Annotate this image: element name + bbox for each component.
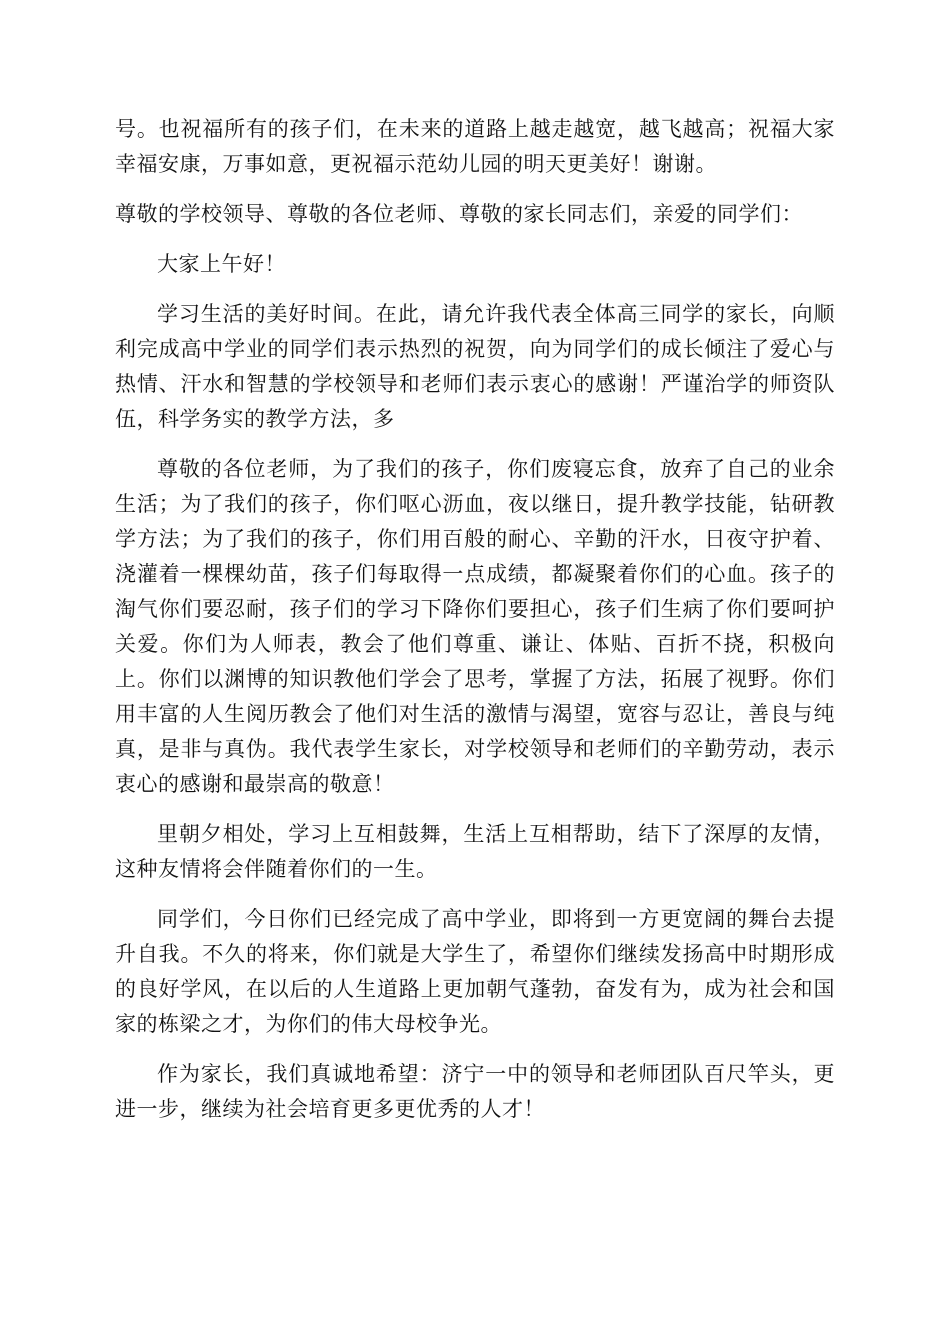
- paragraph-students-hope: 同学们，今日你们已经完成了高中学业，即将到一方更宽阔的舞台去提升自我。不久的将来，你们就是大学生了，希望你们继续发扬高中时期形成的良好学风，在以后的人生道路上更加朝气蓬勃，奋发有为，成为社会和国家的栋梁之才，为你们的伟大母校争光。: [115, 907, 835, 1036]
- document-body: [115, 112, 835, 1142]
- paragraph-teachers-thanks: 尊敬的各位老师，为了我们的孩子，你们废寝忘食，放弃了自己的业余生活；为了我们的孩子，你们呕心沥血，夜以继日，提升教学技能，钻研教学方法；为了我们的孩子，你们用百般的耐心、辛勤的汗水，日夜守护着、浇灌着一棵棵幼苗，孩子们每取得一点成绩，都凝聚着你们的心血。孩子的淘气你们要忍耐，孩子们的学习下降你们要担心，孩子们生病了你们要呵护关爱。你们为人师表，教会了他们尊重、谦让、体贴、百折不挠，积极向上。你们以渊博的知识教他们学会了思考，掌握了方法，拓展了视野。你们用丰富的人生阅历教会了他们对生活的激情与渴望，宽容与忍让，善良与纯真，是非与真伪。我代表学生家长，对学校领导和老师们的辛勤劳动，表示衷心的感谢和最崇高的敬意！: [115, 457, 835, 796]
- paragraph-congratulation: 学习生活的美好时间。在此，请允许我代表全体高三同学的家长，向顺利完成高中学业的同学们表示热烈的祝贺，向为同学们的成长倾注了爱心与热情、汗水和智慧的学校领导和老师们表示衷心的感谢！严谨治学的师资队伍，科学务实的教学方法，多: [115, 302, 835, 431]
- paragraph-greeting: 大家上午好！: [157, 252, 286, 276]
- paragraph-parents-wish: 作为家长，我们真诚地希望：济宁一中的领导和老师团队百尺竿头，更进一步，继续为社会培育更多更优秀的人才！: [115, 1062, 835, 1121]
- paragraph-salutation: 尊敬的学校领导、尊敬的各位老师、尊敬的家长同志们，亲爱的同学们：: [115, 202, 803, 226]
- paragraph-friendship: 里朝夕相处，学习上互相鼓舞，生活上互相帮助，结下了深厚的友情，这种友情将会伴随着你们的一生。: [115, 822, 835, 881]
- paragraph-closing-blessing: 号。也祝福所有的孩子们，在未来的道路上越走越宽，越飞越高；祝福大家幸福安康，万事如意，更祝福示范幼儿园的明天更美好！谢谢。: [115, 117, 835, 176]
